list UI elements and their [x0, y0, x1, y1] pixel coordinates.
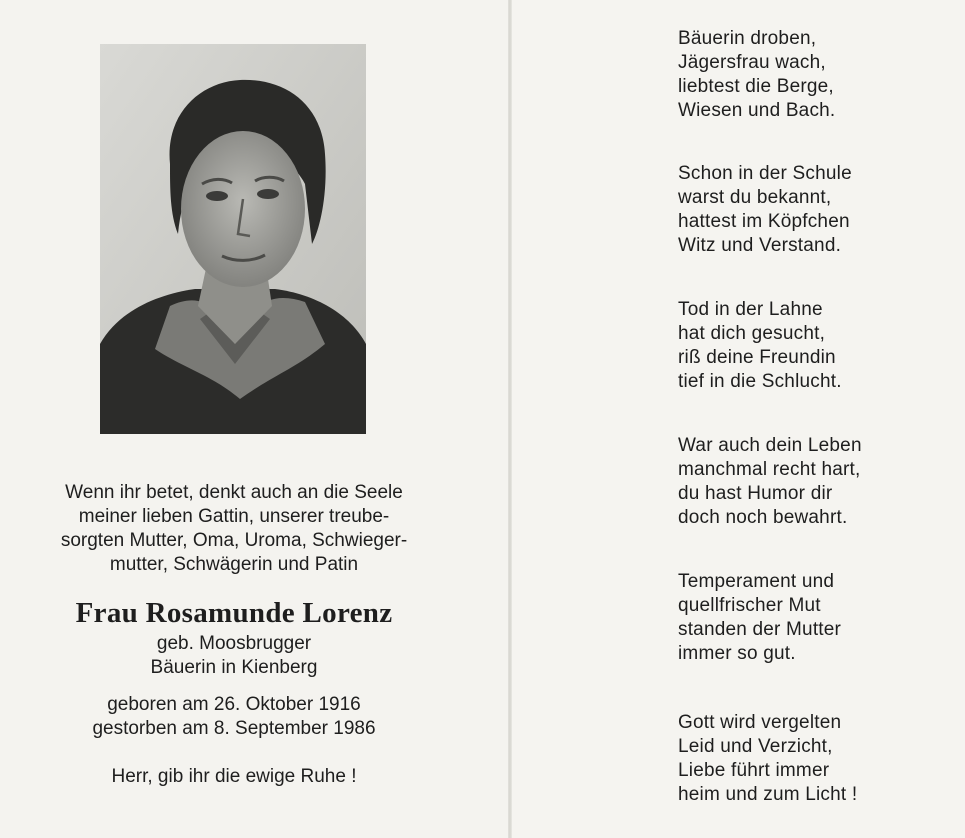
- poem-stanza-6: [678, 711, 948, 807]
- maiden-name: geb. Moosbrugger: [156, 633, 312, 654]
- poem-line: manchmal recht hart,: [678, 459, 861, 480]
- occupation: Bäuerin in Kienberg: [150, 657, 318, 678]
- birth-date: geboren am 26. Oktober 1916: [107, 694, 361, 715]
- closing-prayer: Herr, gib ihr die ewige Ruhe !: [111, 766, 357, 787]
- poem-line: Liebe führt immer: [678, 760, 830, 781]
- poem-line: warst du bekannt,: [678, 187, 832, 208]
- poem-line: hattest im Köpfchen: [678, 211, 850, 232]
- life-dates: [10, 693, 458, 741]
- poem-line: Temperament und: [678, 571, 835, 592]
- poem-line: Bäuerin droben,: [678, 28, 817, 49]
- poem-stanza-2: [678, 162, 948, 258]
- prayer-text: [10, 481, 458, 577]
- prayer-line: mutter, Schwägerin und Patin: [109, 554, 359, 575]
- deceased-details: [10, 632, 458, 680]
- deceased-name: Frau Rosamunde Lorenz: [75, 597, 393, 629]
- poem-line: Wiesen und Bach.: [678, 100, 836, 121]
- poem-stanza-5: [678, 570, 948, 666]
- prayer-line: Wenn ihr betet, denkt auch an die Seele: [65, 482, 403, 503]
- poem-line: Gott wird vergelten: [678, 712, 842, 733]
- portrait-image: [100, 44, 366, 434]
- poem-line: Schon in der Schule: [678, 163, 852, 184]
- poem-line: riß deine Freundin: [678, 347, 836, 368]
- poem-line: quellfrischer Mut: [678, 595, 821, 616]
- poem-line: Witz und Verstand.: [678, 235, 842, 256]
- poem-line: doch noch bewahrt.: [678, 507, 848, 528]
- poem-line: standen der Mutter: [678, 619, 842, 640]
- poem-line: Tod in der Lahne: [678, 299, 823, 320]
- poem-line: immer so gut.: [678, 643, 796, 664]
- poem-stanza-3: [678, 298, 948, 394]
- poem-line: heim und zum Licht !: [678, 784, 858, 805]
- portrait-photo: [100, 44, 366, 434]
- prayer-line: sorgten Mutter, Oma, Uroma, Schwieger-: [60, 530, 408, 551]
- poem-line: du hast Humor dir: [678, 483, 833, 504]
- poem-line: liebtest die Berge,: [678, 76, 834, 97]
- poem-line: hat dich gesucht,: [678, 323, 826, 344]
- poem-line: tief in die Schlucht.: [678, 371, 842, 392]
- death-date: gestorben am 8. September 1986: [92, 718, 376, 739]
- poem-line: Leid und Verzicht,: [678, 736, 833, 757]
- poem-stanza-1: [678, 27, 948, 123]
- poem-stanza-4: [678, 434, 948, 530]
- poem-line: Jägersfrau wach,: [678, 52, 826, 73]
- poem-line: War auch dein Leben: [678, 435, 862, 456]
- prayer-line: meiner lieben Gattin, unserer treube-: [78, 506, 390, 527]
